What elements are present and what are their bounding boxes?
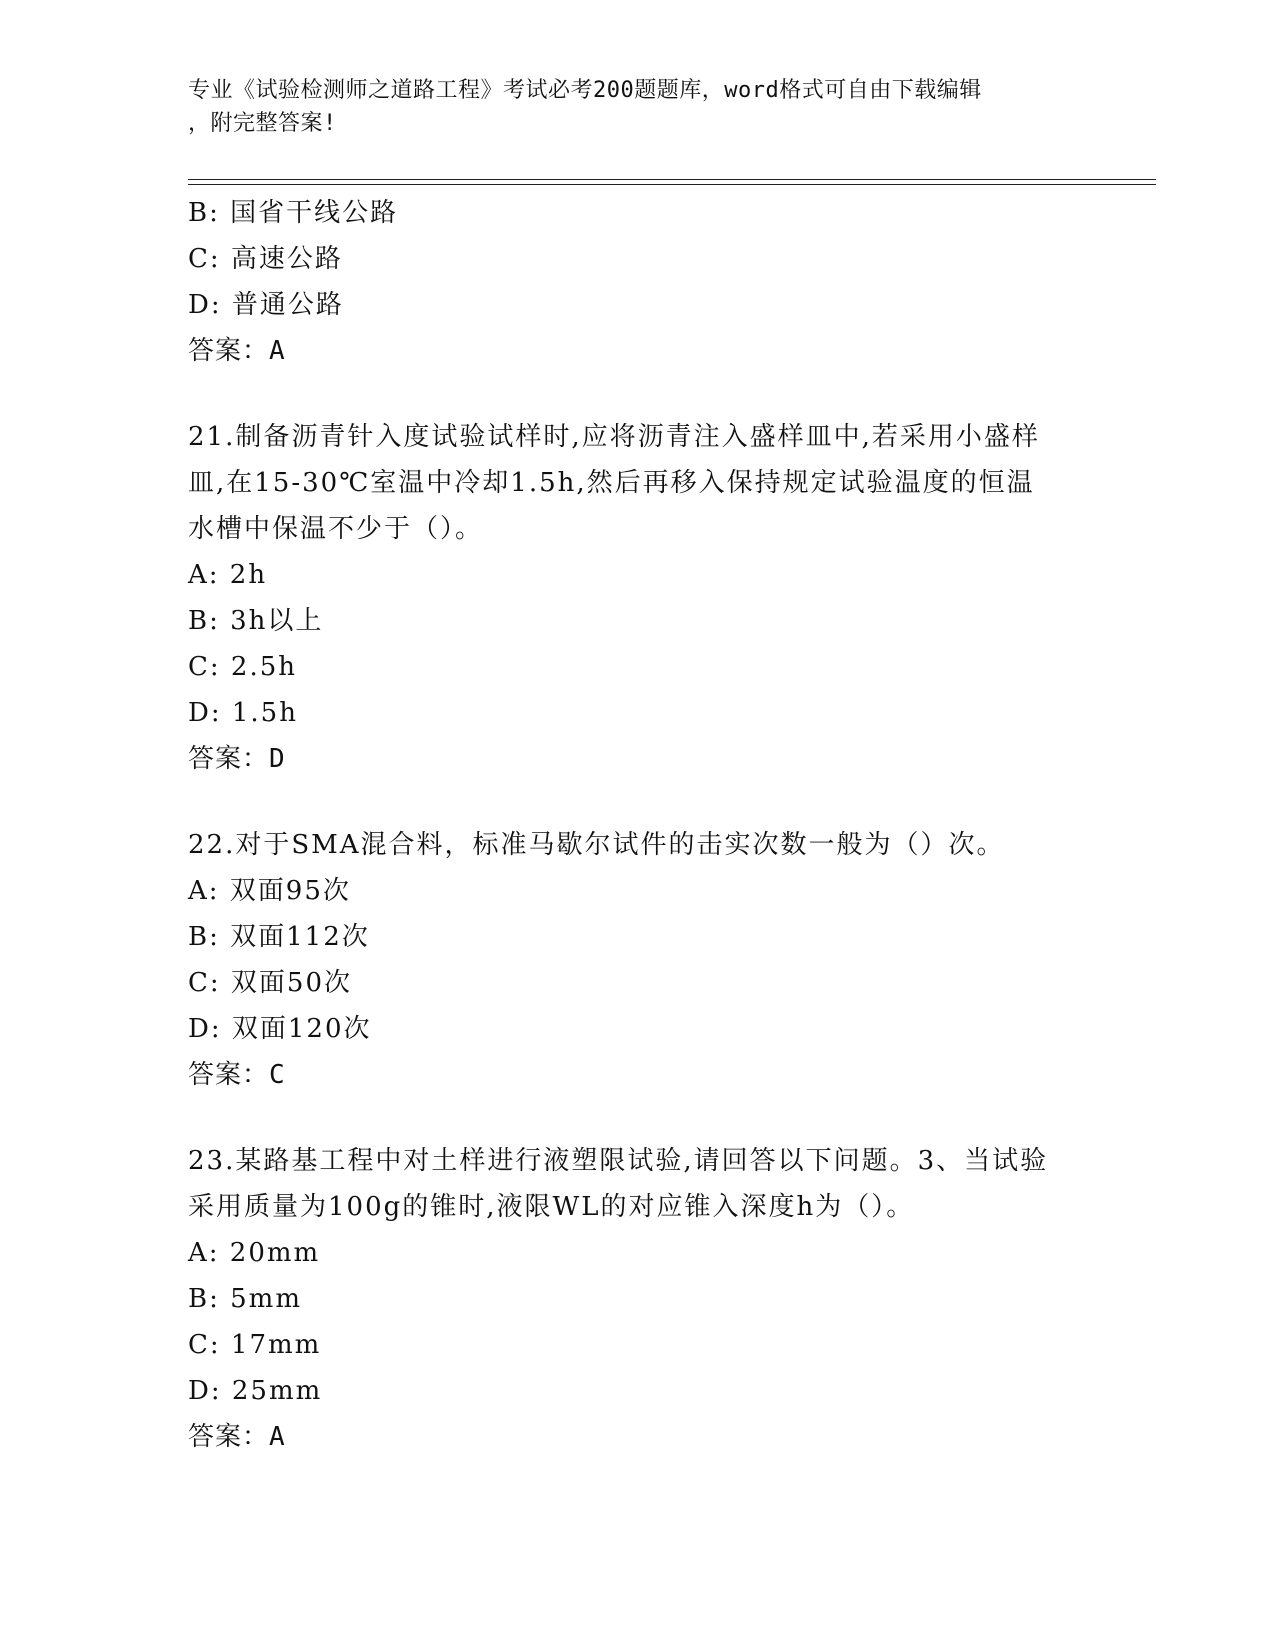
- option-d: D: 双面120次: [188, 1014, 372, 1044]
- option-b: B: 5mm: [188, 1284, 302, 1314]
- option-d: D: 1.5h: [188, 698, 298, 728]
- header-rule-top: [188, 179, 1156, 180]
- question-text-line: 23.某路基工程中对土样进行液塑限试验,请回答以下问题。3、当试验: [188, 1146, 1049, 1176]
- answer-line: 答案：C: [188, 1060, 286, 1090]
- option-c: C: 双面50次: [188, 968, 353, 998]
- question-text-line: 采用质量为100g的锥时,液限WL的对应锥入深度h为（）。: [188, 1192, 915, 1222]
- question-text-line: 22.对于SMA混合料，标准马歇尔试件的击实次数一般为（）次。: [188, 830, 1005, 860]
- option-a: A: 2h: [188, 560, 268, 590]
- answer-line: 答案：D: [188, 744, 286, 774]
- option-c: C: 17mm: [188, 1330, 322, 1360]
- question-21: [188, 414, 1088, 782]
- header-rule-bottom: [188, 184, 1156, 185]
- option-d: D: 25mm: [188, 1376, 323, 1406]
- header-line-2: ，附完整答案!: [188, 111, 337, 136]
- option-b: B: 3h以上: [188, 606, 324, 636]
- prev-question-block: [188, 190, 1088, 374]
- header-line-1: 专业《试验检测师之道路工程》考试必考200题题库，word格式可自由下载编辑: [188, 78, 982, 103]
- question-22: [188, 822, 1088, 1098]
- answer-line: 答案：A: [188, 1422, 286, 1452]
- option-d: D: 普通公路: [188, 290, 344, 320]
- option-a: A: 双面95次: [188, 876, 351, 906]
- option-b: B: 国省干线公路: [188, 198, 399, 228]
- option-b: B: 双面112次: [188, 922, 370, 952]
- document-body: [188, 190, 1088, 1460]
- question-text-line: 水槽中保温不少于（）。: [188, 514, 484, 544]
- option-c: C: 2.5h: [188, 652, 298, 682]
- option-c: C: 高速公路: [188, 244, 343, 274]
- answer-line: 答案：A: [188, 336, 286, 366]
- document-header: [188, 74, 1088, 140]
- question-text-line: 皿,在15-30℃室温中冷却1.5h,然后再移入保持规定试验温度的恒温: [188, 468, 1035, 498]
- option-a: A: 20mm: [188, 1238, 321, 1268]
- question-text-line: 21.制备沥青针入度试验试样时,应将沥青注入盛样皿中,若采用小盛样: [188, 422, 1040, 452]
- question-23: [188, 1138, 1088, 1460]
